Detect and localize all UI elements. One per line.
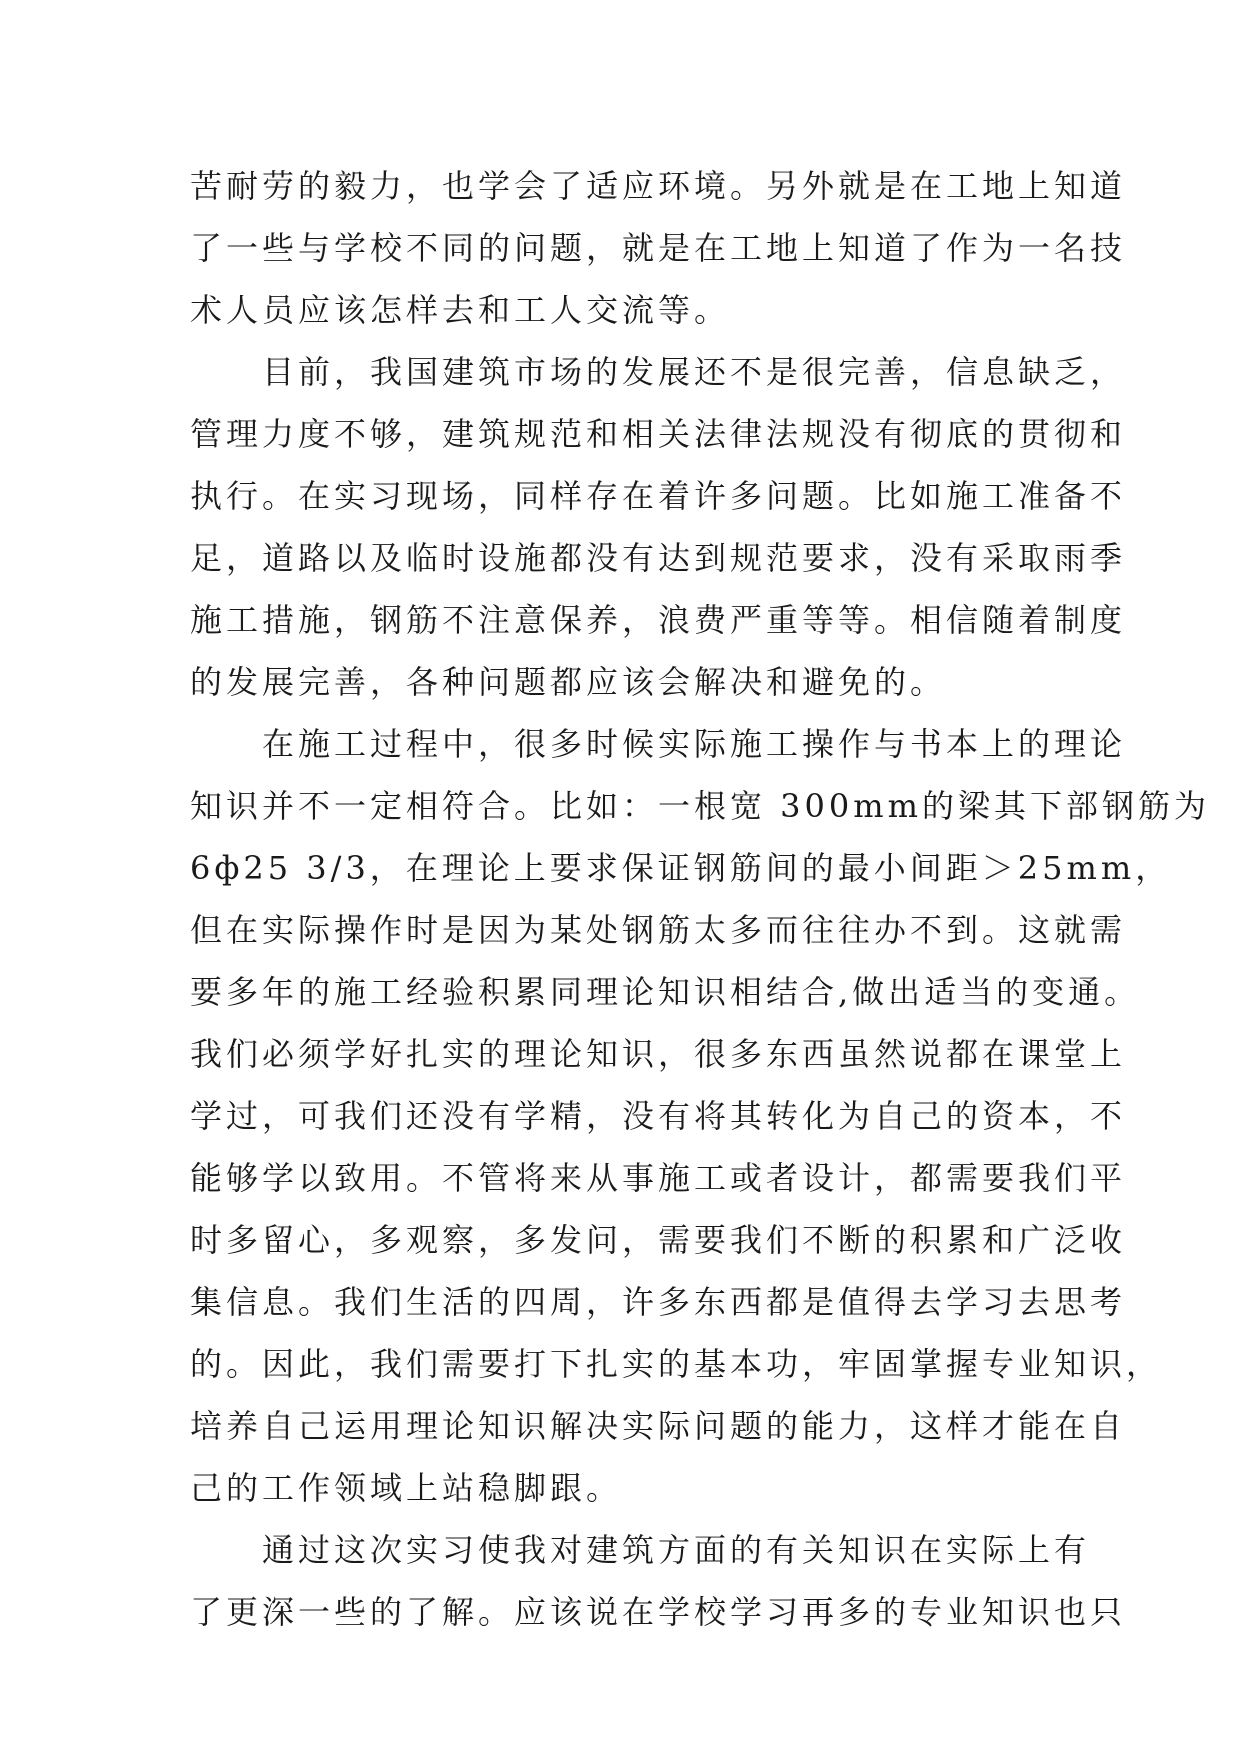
text-line: 能够学以致用。不管将来从事施工或者设计，都需要我们平 <box>190 1159 1127 1197</box>
text-line: 己的工作领域上站稳脚跟。 <box>190 1469 623 1507</box>
text-line: 的发展完善，各种问题都应该会解决和避免的。 <box>190 663 947 701</box>
text-line: 要多年的施工经验积累同理论知识相结合,做出适当的变通。 <box>190 973 1141 1011</box>
text-line: 苦耐劳的毅力，也学会了适应环境。另外就是在工地上知道 <box>190 167 1127 205</box>
text-line: 知识并不一定相符合。比如：一根宽 300mm的梁其下部钢筋为 <box>190 787 1210 825</box>
text-line: 培养自己运用理论知识解决实际问题的能力，这样才能在自 <box>190 1407 1127 1445</box>
text-line: 在施工过程中，很多时候实际施工操作与书本上的理论 <box>190 725 1127 763</box>
text-line: 足，道路以及临时设施都没有达到规范要求，没有采取雨季 <box>190 539 1127 577</box>
text-line: 通过这次实习使我对建筑方面的有关知识在实际上有 <box>190 1531 1091 1569</box>
text-line: 管理力度不够，建筑规范和相关法律法规没有彻底的贯彻和 <box>190 415 1127 453</box>
text-line: 目前，我国建筑市场的发展还不是很完善，信息缺乏， <box>190 353 1127 391</box>
text-line: 的。因此，我们需要打下扎实的基本功，牢固掌握专业知识， <box>190 1345 1163 1383</box>
text-line: 时多留心，多观察，多发问，需要我们不断的积累和广泛收 <box>190 1221 1127 1259</box>
text-line: 6ф25 3/3，在理论上要求保证钢筋间的最小间距＞25mm， <box>190 849 1172 887</box>
text-line: 集信息。我们生活的四周，许多东西都是值得去学习去思考 <box>190 1283 1127 1321</box>
body-text <box>190 155 1210 1643</box>
text-line: 施工措施，钢筋不注意保养，浪费严重等等。相信随着制度 <box>190 601 1127 639</box>
text-line: 执行。在实习现场，同样存在着许多问题。比如施工准备不 <box>190 477 1127 515</box>
text-line: 了更深一些的了解。应该说在学校学习再多的专业知识也只 <box>190 1593 1127 1631</box>
text-line: 学过，可我们还没有学精，没有将其转化为自己的资本，不 <box>190 1097 1127 1135</box>
text-line: 但在实际操作时是因为某处钢筋太多而往往办不到。这就需 <box>190 911 1127 949</box>
text-line: 了一些与学校不同的问题，就是在工地上知道了作为一名技 <box>190 229 1127 267</box>
text-line: 术人员应该怎样去和工人交流等。 <box>190 291 731 329</box>
text-line: 我们必须学好扎实的理论知识，很多东西虽然说都在课堂上 <box>190 1035 1127 1073</box>
